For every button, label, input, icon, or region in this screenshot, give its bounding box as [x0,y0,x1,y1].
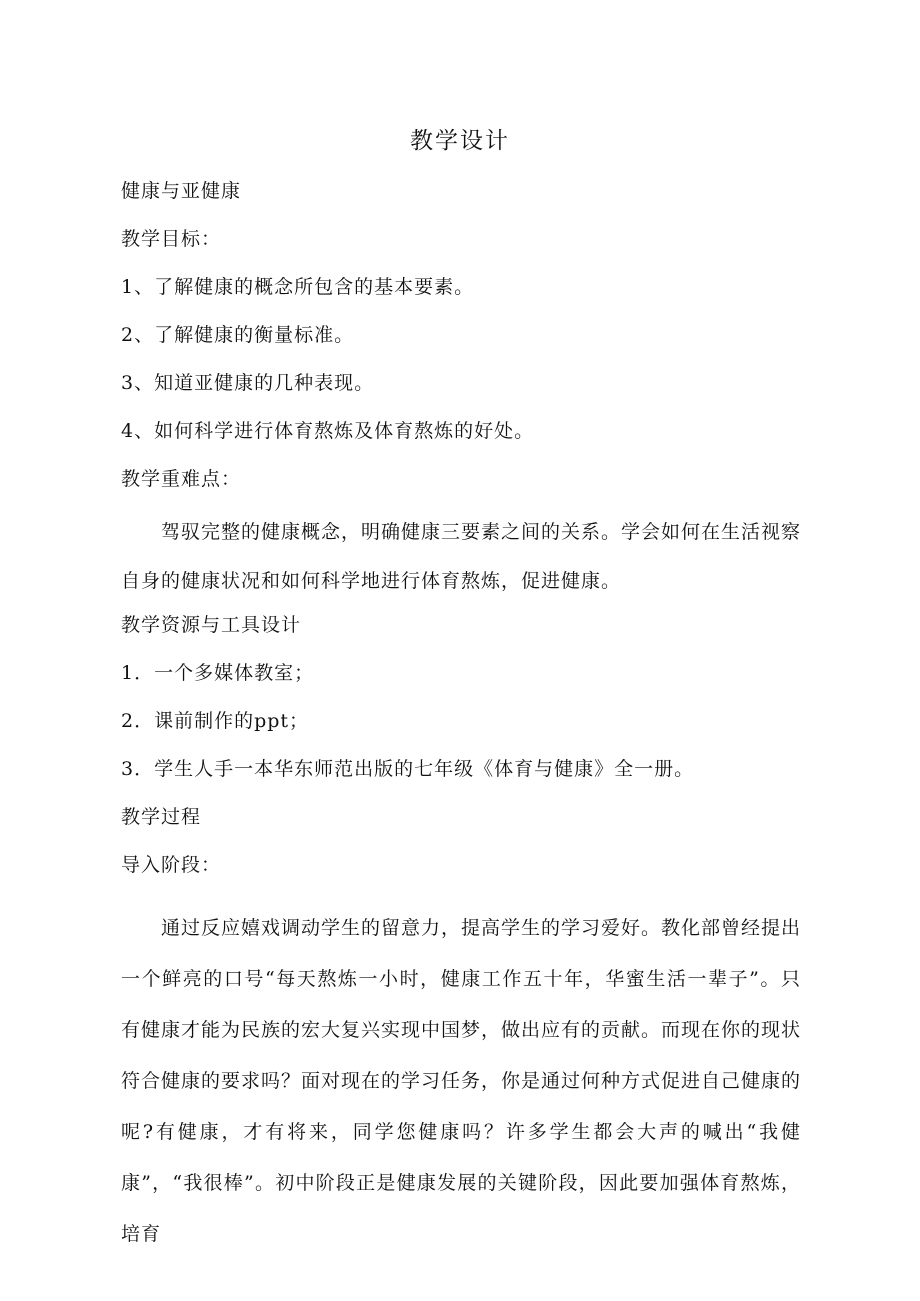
lesson-name: 健康与亚健康 [121,180,242,202]
objectives-heading: 教学目标： [121,228,222,250]
process-heading: 教学过程 [121,806,202,828]
resource-item-1: 1．一个多媒体教室； [121,662,315,684]
intro-heading: 导入阶段： [121,854,222,876]
objective-item-2: 2、了解健康的衡量标准。 [121,324,355,346]
resource-item-3: 3．学生人手一本华东师范出版的七年级《体育与健康》全一册。 [121,758,695,780]
key-points-text: 驾驭完整的健康概念，明确健康三要素之间的关系。学会如何在生活视察自身的健康状况和如何科学地进行体育熬炼，促进健康。 [121,521,802,592]
objective-item-3: 3、知道亚健康的几种表现。 [121,372,375,394]
objective-item-1: 1、了解健康的概念所包含的基本要素。 [121,276,475,298]
resource-item-2: 2．课前制作的ppt； [121,710,310,732]
document-title: 教学设计 [410,128,510,154]
key-points-heading: 教学重难点： [121,468,242,490]
objective-item-4: 4、如何科学进行体育熬炼及体育熬炼的好处。 [121,420,535,442]
intro-text: 通过反应嬉戏调动学生的留意力，提高学生的学习爱好。教化部曾经提出一个鲜亮的口号“每天熬炼一小时，健康工作五十年，华蜜生活一辈子”。只有健康才能为民族的宏大复兴实现中国梦，做出应有的贡献。而现在你的现状符合健康的要求吗？面对现在的学习任务，你是通过何种方式促进自己健康的呢?有健康，才有将来，同学您健康吗？许多学生都会大声的喊出“我健康”，“我很棒”。初中阶段正是健康发展的关键阶段，因此要加强体育熬炼，培育 [121,917,802,1245]
resources-heading: 教学资源与工具设计 [121,614,302,636]
